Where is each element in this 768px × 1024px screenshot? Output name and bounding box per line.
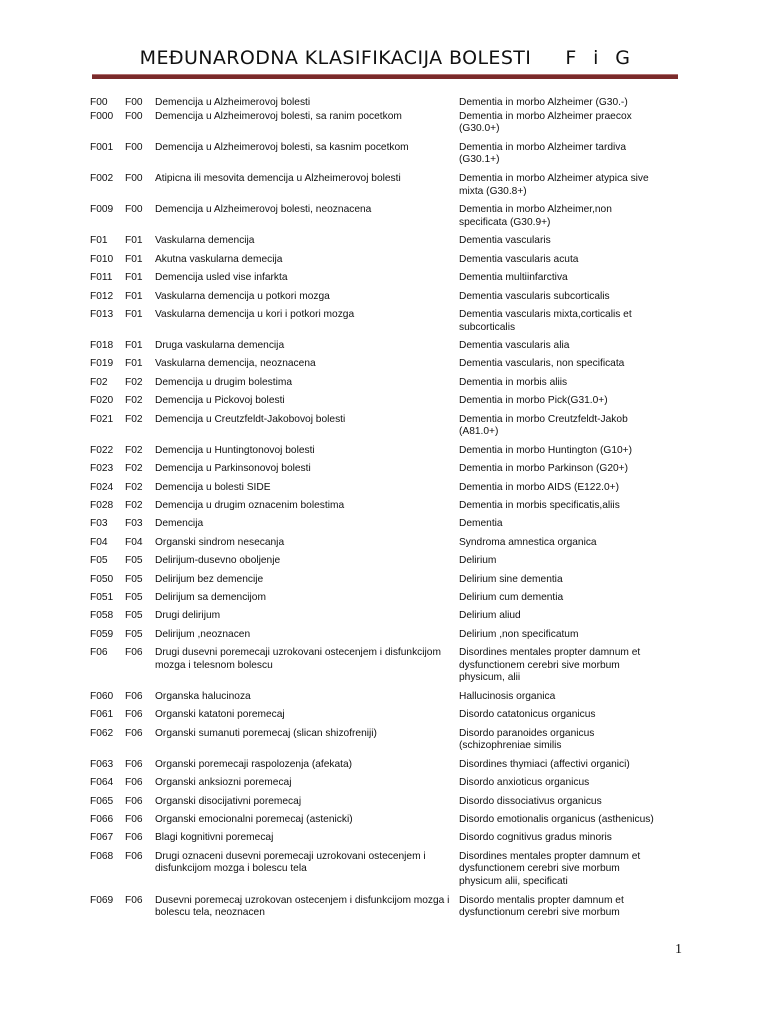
serbian-name-cell: Drugi delirijum bbox=[155, 610, 221, 622]
group-cell: F05 bbox=[125, 573, 143, 585]
code-cell: F018 bbox=[90, 340, 114, 352]
table-row bbox=[90, 414, 690, 439]
code-cell: F002 bbox=[90, 172, 114, 184]
latin-name-cell: Disordo paranoides organicus (schizophreniae similis bbox=[459, 727, 595, 752]
serbian-name-cell: Organski disocijativni poremecaj bbox=[155, 795, 302, 807]
serbian-name-cell: Drugi oznaceni dusevni poremecaji uzrokovani ostecenjem i disfunkcijom mozga i bolescu tela bbox=[155, 850, 426, 875]
serbian-name-cell: Atipicna ili mesovita demencija u Alzheimerovoj bolesti bbox=[155, 172, 401, 184]
table-row bbox=[90, 895, 690, 920]
code-cell: F06 bbox=[90, 647, 108, 659]
group-cell: F01 bbox=[125, 290, 143, 302]
table-row bbox=[90, 728, 690, 753]
latin-name-cell: Dementia in morbo Pick(G31.0+) bbox=[459, 395, 608, 407]
serbian-name-cell: Demencija u Alzheimerovoj bolesti, neoznacena bbox=[155, 204, 372, 216]
group-cell: F06 bbox=[125, 814, 143, 826]
serbian-name-cell: Delirijum-dusevno oboljenje bbox=[155, 555, 281, 567]
group-cell: F01 bbox=[125, 272, 143, 284]
code-cell: F059 bbox=[90, 628, 114, 640]
serbian-name-cell: Demencija u Creutzfeldt-Jakobovoj bolesti bbox=[155, 413, 346, 425]
serbian-name-cell: Demencija usled vise infarkta bbox=[155, 272, 288, 284]
table-row bbox=[90, 482, 690, 495]
group-cell: F01 bbox=[125, 340, 143, 352]
classification-table bbox=[90, 97, 690, 920]
group-cell: F02 bbox=[125, 413, 143, 425]
table-row bbox=[90, 395, 690, 408]
serbian-name-cell: Demencija u drugim bolestima bbox=[155, 376, 293, 388]
code-cell: F063 bbox=[90, 758, 114, 770]
group-cell: F02 bbox=[125, 463, 143, 475]
table-row bbox=[90, 340, 690, 353]
code-cell: F061 bbox=[90, 709, 114, 721]
latin-name-cell: Dementia bbox=[459, 518, 503, 530]
latin-name-cell: Dementia in morbis aliis bbox=[459, 376, 568, 388]
code-cell: F02 bbox=[90, 376, 108, 388]
code-cell: F062 bbox=[90, 727, 114, 739]
code-cell: F00 bbox=[90, 97, 108, 108]
latin-name-cell: Disordines thymiaci (affectivi organici) bbox=[459, 758, 630, 770]
serbian-name-cell: Druga vaskularna demencija bbox=[155, 340, 285, 352]
table-row bbox=[90, 173, 690, 198]
latin-name-cell: Disordo cognitivus gradus minoris bbox=[459, 832, 612, 844]
latin-name-cell: Syndroma amnestica organica bbox=[459, 536, 597, 548]
serbian-name-cell: Delirijum bez demencije bbox=[155, 573, 264, 585]
table-row bbox=[90, 518, 690, 531]
latin-name-cell: Dementia vascularis bbox=[459, 235, 551, 247]
table-row bbox=[90, 463, 690, 476]
latin-name-cell: Dementia in morbo Alzheimer,non specificata (G30.9+) bbox=[459, 204, 612, 228]
serbian-name-cell: Organski emocionalni poremecaj (astenicki) bbox=[155, 814, 353, 826]
table-row bbox=[90, 204, 690, 229]
title-text: MEĐUNARODNA KLASIFIKACIJA BOLESTI bbox=[139, 47, 532, 69]
table-row bbox=[90, 610, 690, 623]
table-row bbox=[90, 358, 690, 371]
group-cell: F01 bbox=[125, 358, 143, 370]
code-cell: F03 bbox=[90, 518, 108, 530]
code-cell: F010 bbox=[90, 253, 114, 265]
code-cell: F01 bbox=[90, 235, 108, 247]
serbian-name-cell: Delirijum sa demencijom bbox=[155, 591, 266, 603]
serbian-name-cell: Demencija u Alzheimerovoj bolesti bbox=[155, 97, 311, 108]
serbian-name-cell: Delirijum ,neoznacen bbox=[155, 628, 251, 640]
table-row bbox=[90, 235, 690, 248]
code-cell: F05 bbox=[90, 555, 108, 567]
serbian-name-cell: Drugi dusevni poremecaji uzrokovani ostecenjem i disfunkcijom mozga i telesnom bolescu bbox=[155, 647, 441, 671]
latin-name-cell: Dementia in morbo AIDS (E122.0+) bbox=[459, 481, 619, 493]
group-cell: F03 bbox=[125, 518, 143, 530]
latin-name-cell: Disordines mentales propter damnum et dysfunctionem cerebri sive morbum physicum alii, specificati bbox=[459, 850, 641, 888]
group-cell: F00 bbox=[125, 97, 143, 108]
serbian-name-cell: Vaskularna demencija u potkori mozga bbox=[155, 290, 330, 302]
table-row bbox=[90, 537, 690, 550]
serbian-name-cell: Demencija u Alzheimerovoj bolesti, sa kasnim pocetkom bbox=[155, 141, 409, 153]
group-cell: F02 bbox=[125, 376, 143, 388]
code-cell: F067 bbox=[90, 832, 114, 844]
table-row bbox=[90, 97, 690, 110]
latin-name-cell: Delirium sine dementia bbox=[459, 573, 563, 585]
serbian-name-cell: Demencija u Parkinsonovoj bolesti bbox=[155, 463, 311, 475]
group-cell: F01 bbox=[125, 308, 143, 320]
table-row bbox=[90, 814, 690, 827]
group-cell: F00 bbox=[125, 141, 143, 153]
table-row bbox=[90, 111, 690, 136]
table-row bbox=[90, 445, 690, 458]
group-cell: F06 bbox=[125, 709, 143, 721]
code-cell: F019 bbox=[90, 358, 114, 370]
latin-name-cell: Dementia in morbo Alzheimer tardiva (G30.1+) bbox=[459, 141, 627, 166]
group-cell: F06 bbox=[125, 894, 143, 906]
table-row bbox=[90, 691, 690, 704]
table-row bbox=[90, 647, 690, 685]
code-cell: F012 bbox=[90, 290, 114, 302]
serbian-name-cell: Vaskularna demencija bbox=[155, 235, 255, 247]
serbian-name-cell: Organski sumanuti poremecaj (slican shizofreniji) bbox=[155, 727, 377, 739]
code-cell: F022 bbox=[90, 444, 114, 456]
group-cell: F02 bbox=[125, 481, 143, 493]
serbian-name-cell: Demencija u Pickovoj bolesti bbox=[155, 395, 285, 407]
group-cell: F05 bbox=[125, 610, 143, 622]
table-row bbox=[90, 832, 690, 845]
latin-name-cell: Dementia in morbo Alzheimer atypica sive mixta (G30.8+) bbox=[459, 172, 649, 197]
serbian-name-cell: Demencija u Huntingtonovoj bolesti bbox=[155, 444, 315, 456]
latin-name-cell: Dementia in morbo Parkinson (G20+) bbox=[459, 463, 629, 475]
table-row bbox=[90, 254, 690, 267]
serbian-name-cell: Demencija bbox=[155, 518, 204, 530]
group-cell: F01 bbox=[125, 253, 143, 265]
code-cell: F060 bbox=[90, 690, 114, 702]
serbian-name-cell: Vaskularna demencija u kori i potkori mozga bbox=[155, 308, 355, 320]
group-cell: F04 bbox=[125, 536, 143, 548]
page-number: 1 bbox=[675, 942, 682, 957]
latin-name-cell: Dementia in morbis specificatis,aliis bbox=[459, 500, 620, 512]
table-row bbox=[90, 759, 690, 772]
latin-name-cell: Dementia in morbo Creutzfeldt-Jakob (A81.0+) bbox=[459, 413, 628, 438]
latin-name-cell: Disordo emotionalis organicus (asthenicus) bbox=[459, 814, 654, 826]
page-header bbox=[92, 44, 678, 72]
code-cell: F024 bbox=[90, 481, 114, 493]
code-cell: F065 bbox=[90, 795, 114, 807]
serbian-name-cell: Organski katatoni poremecaj bbox=[155, 709, 285, 721]
latin-name-cell: Dementia multiinfarctiva bbox=[459, 272, 568, 284]
code-cell: F001 bbox=[90, 141, 114, 153]
group-cell: F06 bbox=[125, 690, 143, 702]
serbian-name-cell: Blagi kognitivni poremecaj bbox=[155, 832, 274, 844]
group-cell: F06 bbox=[125, 727, 143, 739]
latin-name-cell: Delirium aliud bbox=[459, 610, 521, 622]
title-suffix: F i G bbox=[565, 47, 631, 69]
latin-name-cell: Dementia vascularis acuta bbox=[459, 253, 579, 265]
code-cell: F050 bbox=[90, 573, 114, 585]
latin-name-cell: Delirium ,non specificatum bbox=[459, 628, 579, 640]
table-row bbox=[90, 709, 690, 722]
group-cell: F06 bbox=[125, 850, 143, 862]
code-cell: F023 bbox=[90, 463, 114, 475]
header-rule bbox=[92, 74, 678, 79]
code-cell: F04 bbox=[90, 536, 108, 548]
code-cell: F058 bbox=[90, 610, 114, 622]
serbian-name-cell: Dusevni poremecaj uzrokovan ostecenjem i disfunkcijom mozga i bolescu tela, neoznacen bbox=[155, 894, 450, 919]
code-cell: F064 bbox=[90, 777, 114, 789]
group-cell: F06 bbox=[125, 832, 143, 844]
table-row bbox=[90, 377, 690, 390]
table-row bbox=[90, 592, 690, 605]
table-row bbox=[90, 291, 690, 304]
latin-name-cell: Delirium bbox=[459, 555, 497, 567]
table-row bbox=[90, 796, 690, 809]
serbian-name-cell: Vaskularna demencija, neoznacena bbox=[155, 358, 316, 370]
code-cell: F020 bbox=[90, 395, 114, 407]
latin-name-cell: Delirium cum dementia bbox=[459, 591, 564, 603]
group-cell: F06 bbox=[125, 795, 143, 807]
latin-name-cell: Dementia vascularis alia bbox=[459, 340, 570, 352]
latin-name-cell: Disordines mentales propter damnum et dysfunctionem cerebri sive morbum physicum, alii bbox=[459, 647, 641, 684]
latin-name-cell: Dementia in morbo Alzheimer praecox (G30.0+) bbox=[459, 110, 632, 135]
latin-name-cell: Dementia vascularis subcorticalis bbox=[459, 290, 610, 302]
serbian-name-cell: Organski poremecaji raspolozenja (afekata) bbox=[155, 758, 353, 770]
code-cell: F051 bbox=[90, 591, 114, 603]
group-cell: F06 bbox=[125, 777, 143, 789]
serbian-name-cell: Demencija u drugim oznacenim bolestima bbox=[155, 500, 345, 512]
table-row bbox=[90, 574, 690, 587]
group-cell: F05 bbox=[125, 591, 143, 603]
latin-name-cell: Dementia in morbo Alzheimer (G30.-) bbox=[459, 97, 628, 108]
serbian-name-cell: Organski sindrom nesecanja bbox=[155, 536, 285, 548]
group-cell: F00 bbox=[125, 110, 143, 122]
serbian-name-cell: Akutna vaskularna demecija bbox=[155, 253, 283, 265]
latin-name-cell: Disordo catatonicus organicus bbox=[459, 709, 596, 721]
code-cell: F011 bbox=[90, 272, 113, 284]
table-row bbox=[90, 142, 690, 167]
latin-name-cell: Dementia vascularis mixta,corticalis et subcorticalis bbox=[459, 308, 632, 333]
table-row bbox=[90, 272, 690, 285]
code-cell: F013 bbox=[90, 308, 114, 320]
code-cell: F000 bbox=[90, 110, 114, 122]
code-cell: F009 bbox=[90, 204, 114, 216]
table-row bbox=[90, 555, 690, 568]
serbian-name-cell: Demencija u Alzheimerovoj bolesti, sa ranim pocetkom bbox=[155, 110, 402, 122]
latin-name-cell: Hallucinosis organica bbox=[459, 690, 556, 702]
group-cell: F06 bbox=[125, 758, 143, 770]
serbian-name-cell: Organska halucinoza bbox=[155, 690, 251, 702]
code-cell: F021 bbox=[90, 413, 114, 425]
code-cell: F068 bbox=[90, 850, 114, 862]
table-row bbox=[90, 851, 690, 889]
group-cell: F02 bbox=[125, 444, 143, 456]
code-cell: F069 bbox=[90, 894, 114, 906]
table-row bbox=[90, 309, 690, 334]
code-cell: F066 bbox=[90, 814, 114, 826]
latin-name-cell: Disordo dissociativus organicus bbox=[459, 795, 602, 807]
latin-name-cell: Dementia vascularis, non specificata bbox=[459, 358, 625, 370]
latin-name-cell: Disordo mentalis propter damnum et dysfunctionum cerebri sive morbum bbox=[459, 894, 624, 919]
group-cell: F05 bbox=[125, 628, 143, 640]
table-row bbox=[90, 629, 690, 642]
serbian-name-cell: Organski anksiozni poremecaj bbox=[155, 777, 292, 789]
group-cell: F02 bbox=[125, 500, 143, 512]
document-title bbox=[92, 44, 678, 72]
latin-name-cell: Dementia in morbo Huntington (G10+) bbox=[459, 444, 632, 456]
group-cell: F00 bbox=[125, 204, 143, 216]
serbian-name-cell: Demencija u bolesti SIDE bbox=[155, 481, 271, 493]
table-row bbox=[90, 777, 690, 790]
latin-name-cell: Disordo anxioticus organicus bbox=[459, 777, 590, 789]
group-cell: F00 bbox=[125, 172, 143, 184]
group-cell: F05 bbox=[125, 555, 143, 567]
table-row bbox=[90, 500, 690, 513]
code-cell: F028 bbox=[90, 500, 114, 512]
group-cell: F01 bbox=[125, 235, 143, 247]
group-cell: F02 bbox=[125, 395, 143, 407]
group-cell: F06 bbox=[125, 647, 143, 659]
